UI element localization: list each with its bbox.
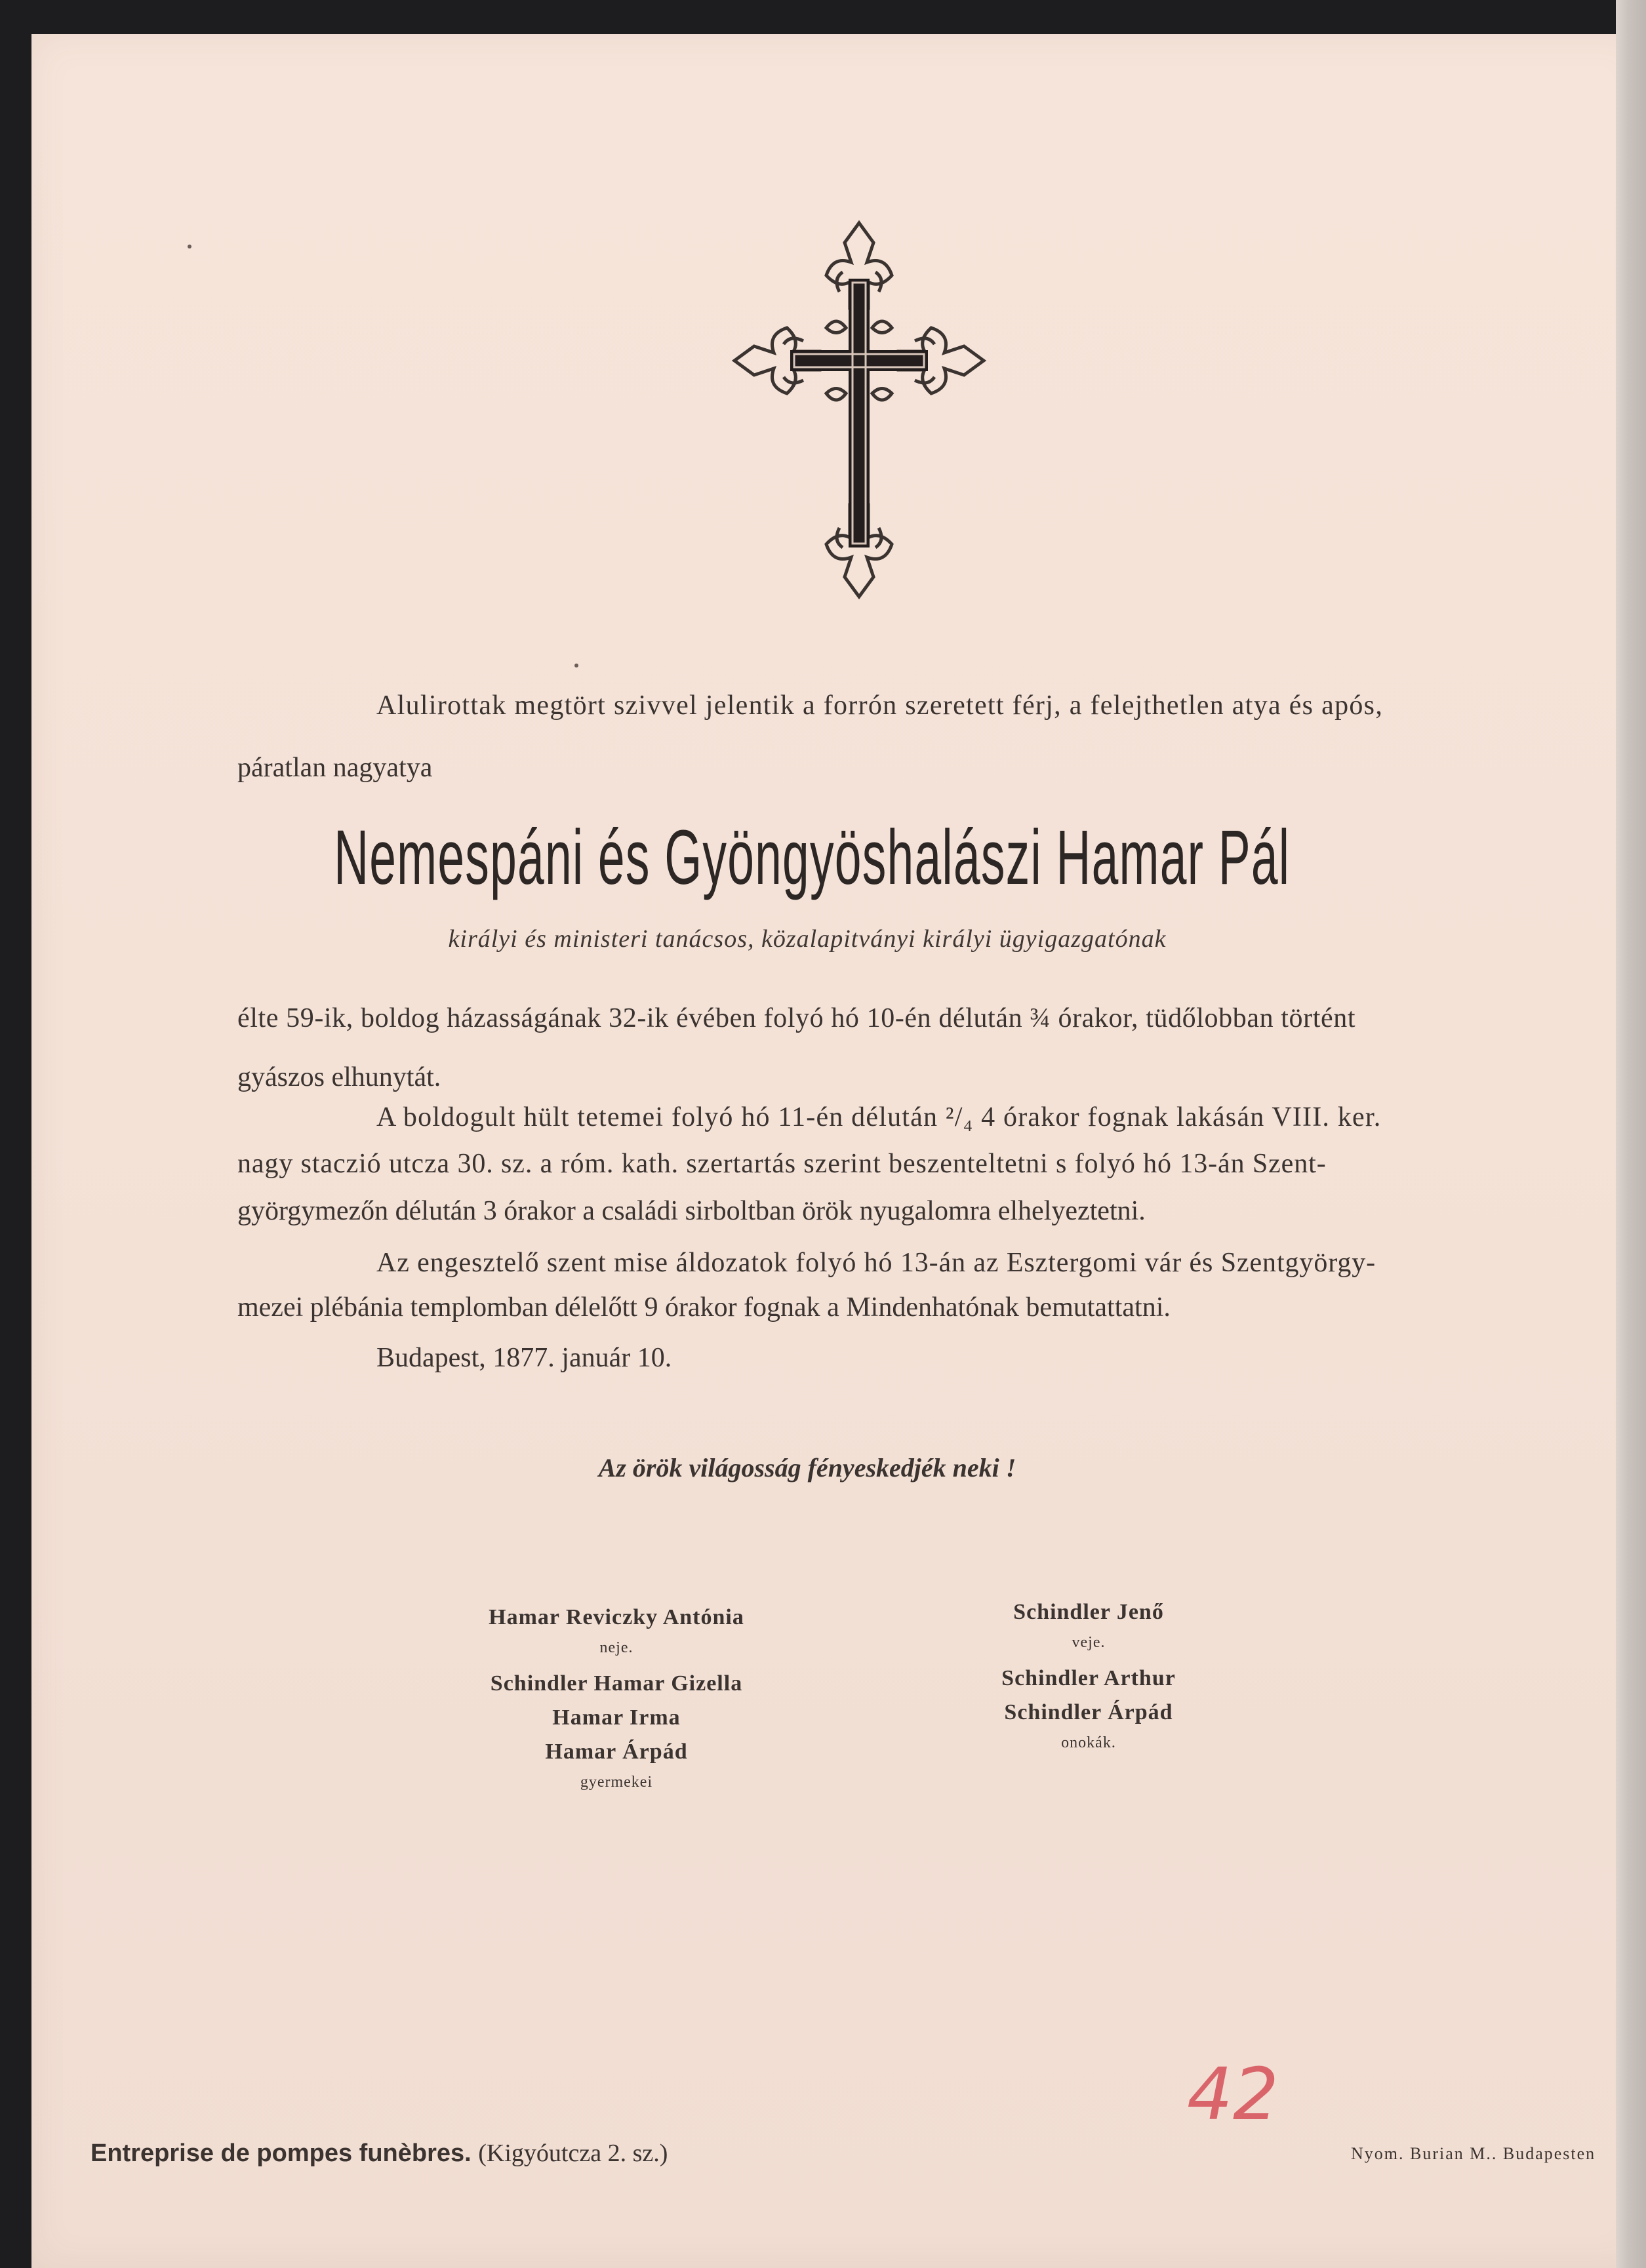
signatory-relation: neje.	[599, 1639, 633, 1656]
body-p3-line2: mezei plébánia templomban délelőtt 9 órakor fognak a Mindenhatónak bemutattatni.	[237, 1292, 1171, 1323]
deceased-title: királyi és ministeri tanácsos, közalapitványi királyi ügyigazgatónak	[448, 925, 1167, 953]
footer-undertaker	[90, 2139, 668, 2168]
page-edge	[1616, 0, 1646, 2268]
signatories-right	[944, 1600, 1233, 1766]
speck	[574, 664, 578, 667]
intro-line-1: Alulirottak megtört szivvel jelentik a forrón szeretett férj, a felejthetlen atya és após,	[376, 690, 1384, 721]
body-p2-line1: A boldogult hült tetemei folyó hó 11-én délután ²/₄ 4 órakor fognak lakásán VIII. ker.	[376, 1102, 1382, 1132]
undertaker-address: (Kigyóutcza 2. sz.)	[478, 2139, 668, 2167]
place-date: Budapest, 1877. január 10.	[376, 1343, 672, 1373]
body-p2-line2: nagy staczió utcza 30. sz. a róm. kath. szertartás szerint beszenteltetni s folyó hó 13-án Szent-	[237, 1149, 1327, 1179]
intro-line-2: páratlan nagyatya	[237, 753, 433, 783]
signatory-name: Schindler Arthur	[1001, 1666, 1176, 1690]
body-p1-line1: élte 59-ik, boldog házasságának 32-ik évében folyó hó 10-én délután ¾ órakor, tüdőlobban történt	[237, 1003, 1356, 1033]
signatory-name: Hamar Irma	[552, 1705, 681, 1730]
signatory-name: Hamar Árpád	[545, 1740, 688, 1764]
undertaker-name: Entreprise de pompes funèbres.	[90, 2139, 472, 2167]
handwritten-number: 42	[1187, 2052, 1279, 2136]
signatory-name: Schindler Hamar Gizella	[490, 1671, 743, 1696]
signatories-left	[420, 1605, 813, 1806]
body-p3-line1: Az engesztelő szent mise áldozatok folyó hó 13-án az Esztergomi vár és Szentgyörgy-	[376, 1248, 1376, 1278]
signatory-relation: gyermekei	[580, 1774, 653, 1791]
footer-printer: Nyom. Burian M.. Budapesten	[1351, 2144, 1596, 2163]
motto: Az örök világosság fényeskedjék neki !	[598, 1453, 1016, 1482]
body-p1-line2: gyászos elhunytát.	[237, 1062, 441, 1092]
signatory-name: Hamar Reviczky Antónia	[489, 1605, 744, 1629]
signatory-relation: onokák.	[1061, 1734, 1116, 1751]
signatory-name: Schindler Árpád	[1004, 1700, 1173, 1724]
body-p2-line3: györgymezőn délután 3 órakor a családi sirboltban örök nyugalomra elhelyeztetni.	[237, 1196, 1146, 1226]
ornamental-cross-icon	[728, 216, 990, 603]
deceased-name: Nemespáni és Gyöngyöshalászi Hamar Pál	[334, 814, 1291, 901]
signatory-name: Schindler Jenő	[1013, 1600, 1164, 1624]
speck	[188, 245, 191, 249]
signatory-relation: veje.	[1072, 1634, 1106, 1651]
